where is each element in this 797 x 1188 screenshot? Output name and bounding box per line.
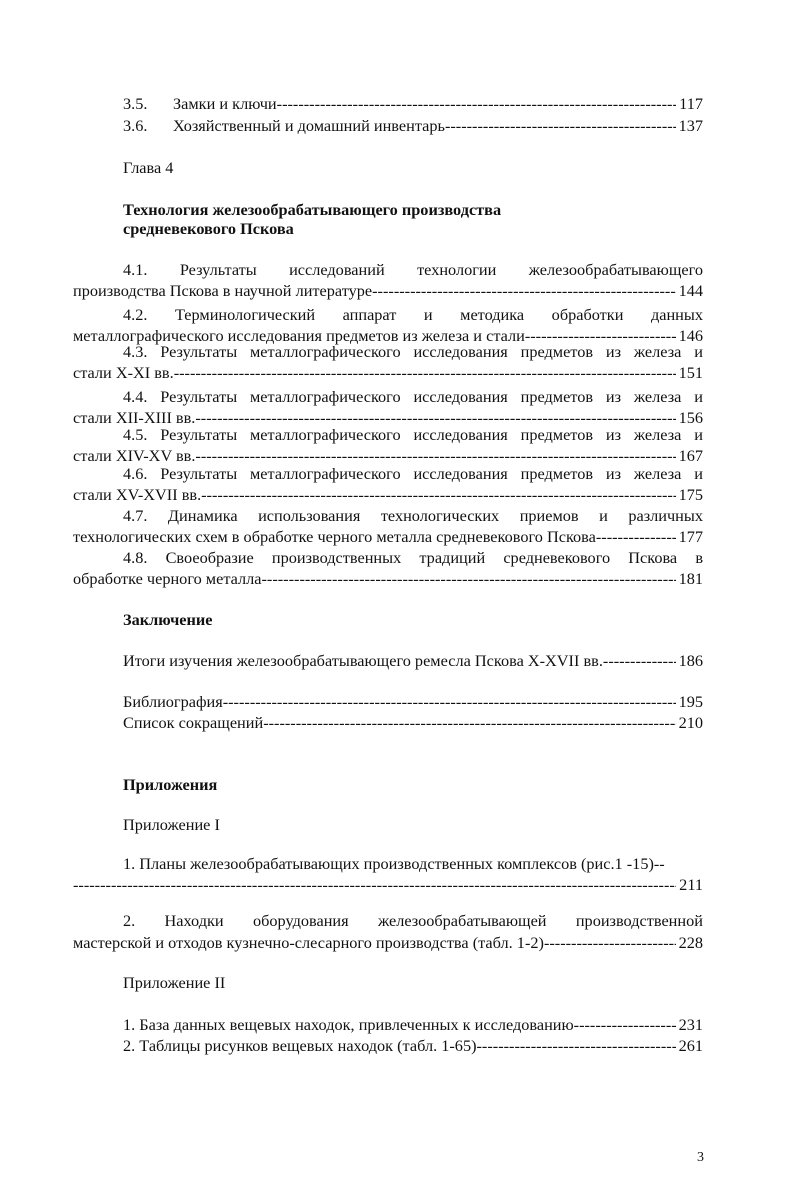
- word: железа: [633, 464, 682, 483]
- word: железа: [633, 425, 682, 444]
- entry-title: производства Пскова в научной литературе: [73, 281, 373, 300]
- word: производственной: [575, 911, 703, 930]
- word: Пскова: [628, 548, 678, 567]
- appendix-1-label: Приложение I: [123, 815, 220, 834]
- word: исследования: [413, 464, 508, 483]
- word: данных: [650, 305, 703, 324]
- entry-page: 175: [678, 485, 703, 504]
- leader-dashes: [574, 1014, 676, 1037]
- entry-page: 177: [678, 527, 703, 546]
- word: оборудования: [252, 911, 349, 930]
- leader-dashes: [603, 650, 676, 673]
- word: из: [605, 464, 622, 483]
- appendix-1-item-2-line1[interactable]: [123, 910, 703, 933]
- word: технологии: [417, 260, 497, 279]
- leader-dashes: [596, 526, 676, 549]
- entry-page: 210: [678, 713, 703, 732]
- entry-page: 211: [679, 875, 703, 894]
- chapter4-item-7-line2[interactable]: [73, 526, 703, 549]
- entry-number: 4.5.: [123, 425, 148, 444]
- word: производственных: [271, 548, 402, 567]
- entry-title: стали XII-XIII вв.: [73, 408, 196, 427]
- entry-page: 137: [678, 116, 703, 135]
- chapter4-item-6-line2[interactable]: [73, 484, 703, 507]
- entry-title: мастерской и отходов кузнечно-слесарного производства (табл. 1-2): [73, 933, 544, 952]
- toc-entry-abbreviations[interactable]: [123, 712, 703, 735]
- word: и: [694, 342, 703, 361]
- leader-dashes: [223, 691, 676, 714]
- entry-page: 146: [678, 326, 703, 345]
- word: Результаты: [160, 342, 238, 361]
- chapter4-item-4-line1[interactable]: [123, 386, 703, 409]
- word: исследования: [413, 387, 508, 406]
- word: традиций: [419, 548, 486, 567]
- appendix-2-item-2[interactable]: [123, 1035, 703, 1058]
- word: железа: [633, 387, 682, 406]
- chapter4-item-3-line1[interactable]: [123, 341, 703, 364]
- entry-page: 186: [678, 651, 703, 670]
- entry-title: металлографического исследования предметов из железа и стали: [73, 326, 525, 345]
- word: металлографического: [250, 387, 401, 406]
- chapter-title-line1: Технология железообрабатывающего производства: [123, 200, 502, 219]
- word: Результаты: [179, 260, 257, 279]
- entry-number: 4.3.: [123, 342, 148, 361]
- chapter4-item-7-line1[interactable]: [123, 505, 703, 528]
- entry-title: стали XIV-XV вв.: [73, 446, 196, 465]
- leader-dashes: [262, 568, 676, 591]
- conclusion-heading: Заключение: [123, 610, 213, 629]
- chapter4-item-3-line2[interactable]: [73, 362, 703, 385]
- leader-dashes: [263, 712, 675, 735]
- appendix-2-item-1[interactable]: [123, 1014, 703, 1037]
- toc-entry-bibliography[interactable]: [123, 691, 703, 714]
- entry-number: 4.6.: [123, 464, 148, 483]
- word: металлографического: [250, 464, 401, 483]
- entry-title: Хозяйственный и домашний инвентарь: [173, 116, 445, 135]
- appendices-heading: Приложения: [123, 775, 218, 794]
- entry-title: Библиография: [123, 692, 223, 711]
- word: Динамика: [167, 506, 238, 525]
- leader-dashes: [174, 362, 676, 385]
- word: в: [695, 548, 703, 567]
- page-number: 3: [697, 1150, 704, 1165]
- toc-entry-3-5[interactable]: [123, 93, 703, 116]
- entry-number: 3.6.: [123, 116, 148, 135]
- word: аппарат: [342, 305, 397, 324]
- entry-title: стали X-XI вв.: [73, 363, 174, 382]
- word: исследования: [413, 425, 508, 444]
- entry-title: 2. Таблицы рисунков вещевых находок (табл. 1-65): [123, 1036, 477, 1055]
- entry-number: 4.4.: [123, 387, 148, 406]
- entry-number: 4.2.: [123, 305, 148, 324]
- entry-title: 1. База данных вещевых находок, привлеченных к исследованию: [123, 1015, 574, 1034]
- entry-number: 4.8.: [123, 548, 148, 567]
- word: железообрабатывающей: [377, 911, 547, 930]
- entry-page: 117: [679, 94, 703, 113]
- entry-title: стали XV-XVII вв.: [73, 485, 202, 504]
- word: средневекового: [503, 548, 611, 567]
- entry-page: 261: [678, 1036, 703, 1055]
- word: обработки: [551, 305, 624, 324]
- word: исследований: [289, 260, 385, 279]
- chapter-title-line2: средневекового Пскова: [123, 219, 294, 238]
- word: Результаты: [160, 425, 238, 444]
- word: исследования: [413, 342, 508, 361]
- chapter4-item-8-line2[interactable]: [73, 568, 703, 591]
- entry-page: 181: [678, 569, 703, 588]
- entry-page: 151: [678, 363, 703, 382]
- word: металлографического: [250, 342, 401, 361]
- leader-dashes: [544, 932, 676, 955]
- word: из: [605, 387, 622, 406]
- entry-number: 4.7.: [123, 506, 148, 525]
- word: и: [599, 506, 608, 525]
- entry-page: 195: [678, 692, 703, 711]
- entry-title: Замки и ключи: [173, 94, 277, 113]
- entry-page: 231: [678, 1015, 703, 1034]
- word: предметов: [520, 464, 594, 483]
- chapter4-item-5-line1[interactable]: [123, 424, 703, 447]
- entry-page: 228: [678, 933, 703, 952]
- word: использования: [258, 506, 361, 525]
- leader-dashes: [372, 280, 675, 303]
- leader-dashes: [477, 1035, 676, 1058]
- entry-title: Итоги изучения железообрабатывающего ремесла Пскова X-XVII вв.: [123, 651, 603, 670]
- word: и: [694, 425, 703, 444]
- word: различных: [628, 506, 703, 525]
- toc-entry-3-6[interactable]: [123, 115, 703, 138]
- word: Результаты: [160, 387, 238, 406]
- leader-dashes: [201, 484, 675, 507]
- chapter4-item-1-line2[interactable]: [73, 280, 703, 303]
- word: и: [423, 305, 433, 324]
- word: из: [605, 342, 622, 361]
- appendix-2-label: Приложение II: [123, 973, 226, 992]
- entry-page: 144: [678, 281, 703, 300]
- word: Своеобразие: [165, 548, 254, 567]
- leader-dashes: [277, 93, 677, 116]
- leader-dashes: [445, 115, 676, 138]
- word: технологических: [380, 506, 500, 525]
- entry-number: 3.5.: [123, 94, 148, 113]
- entry-page: 156: [678, 408, 703, 427]
- word: 2.: [123, 911, 136, 930]
- word: металлографического: [250, 425, 401, 444]
- word: железообрабатывающего: [528, 260, 703, 279]
- chapter4-item-6-line1[interactable]: [123, 463, 703, 486]
- toc-entry-summary[interactable]: [123, 650, 703, 673]
- word: и: [694, 464, 703, 483]
- chapter-label: Глава 4: [123, 158, 174, 177]
- appendix-1-item-1-line1[interactable]: 1. Планы железообрабатывающих производственных комплексов (рис.1 -15)--: [123, 854, 665, 873]
- word: предметов: [520, 425, 594, 444]
- word: предметов: [520, 342, 594, 361]
- chapter4-item-1-line1[interactable]: [123, 259, 703, 282]
- appendix-1-item-2-line2[interactable]: [73, 932, 703, 955]
- chapter4-item-2-line1[interactable]: [123, 304, 703, 327]
- word: Находки: [164, 911, 224, 930]
- word: железа: [633, 342, 682, 361]
- word: и: [694, 387, 703, 406]
- leader-dashes: [73, 874, 676, 897]
- word: Терминологический: [174, 305, 316, 324]
- entry-number: 4.1.: [123, 260, 148, 279]
- chapter4-item-8-line1[interactable]: [123, 547, 703, 570]
- entry-title: технологических схем в обработке черного металла средневекового Пскова: [73, 527, 596, 546]
- word: из: [605, 425, 622, 444]
- entry-page: 167: [678, 446, 703, 465]
- entry-title: Список сокращений: [123, 713, 264, 732]
- entry-title: обработке черного металла: [73, 569, 262, 588]
- appendix-1-item-1-line2[interactable]: [73, 874, 703, 897]
- word: приемов: [519, 506, 579, 525]
- word: методика: [460, 305, 525, 324]
- word: Результаты: [160, 464, 238, 483]
- word: предметов: [520, 387, 594, 406]
